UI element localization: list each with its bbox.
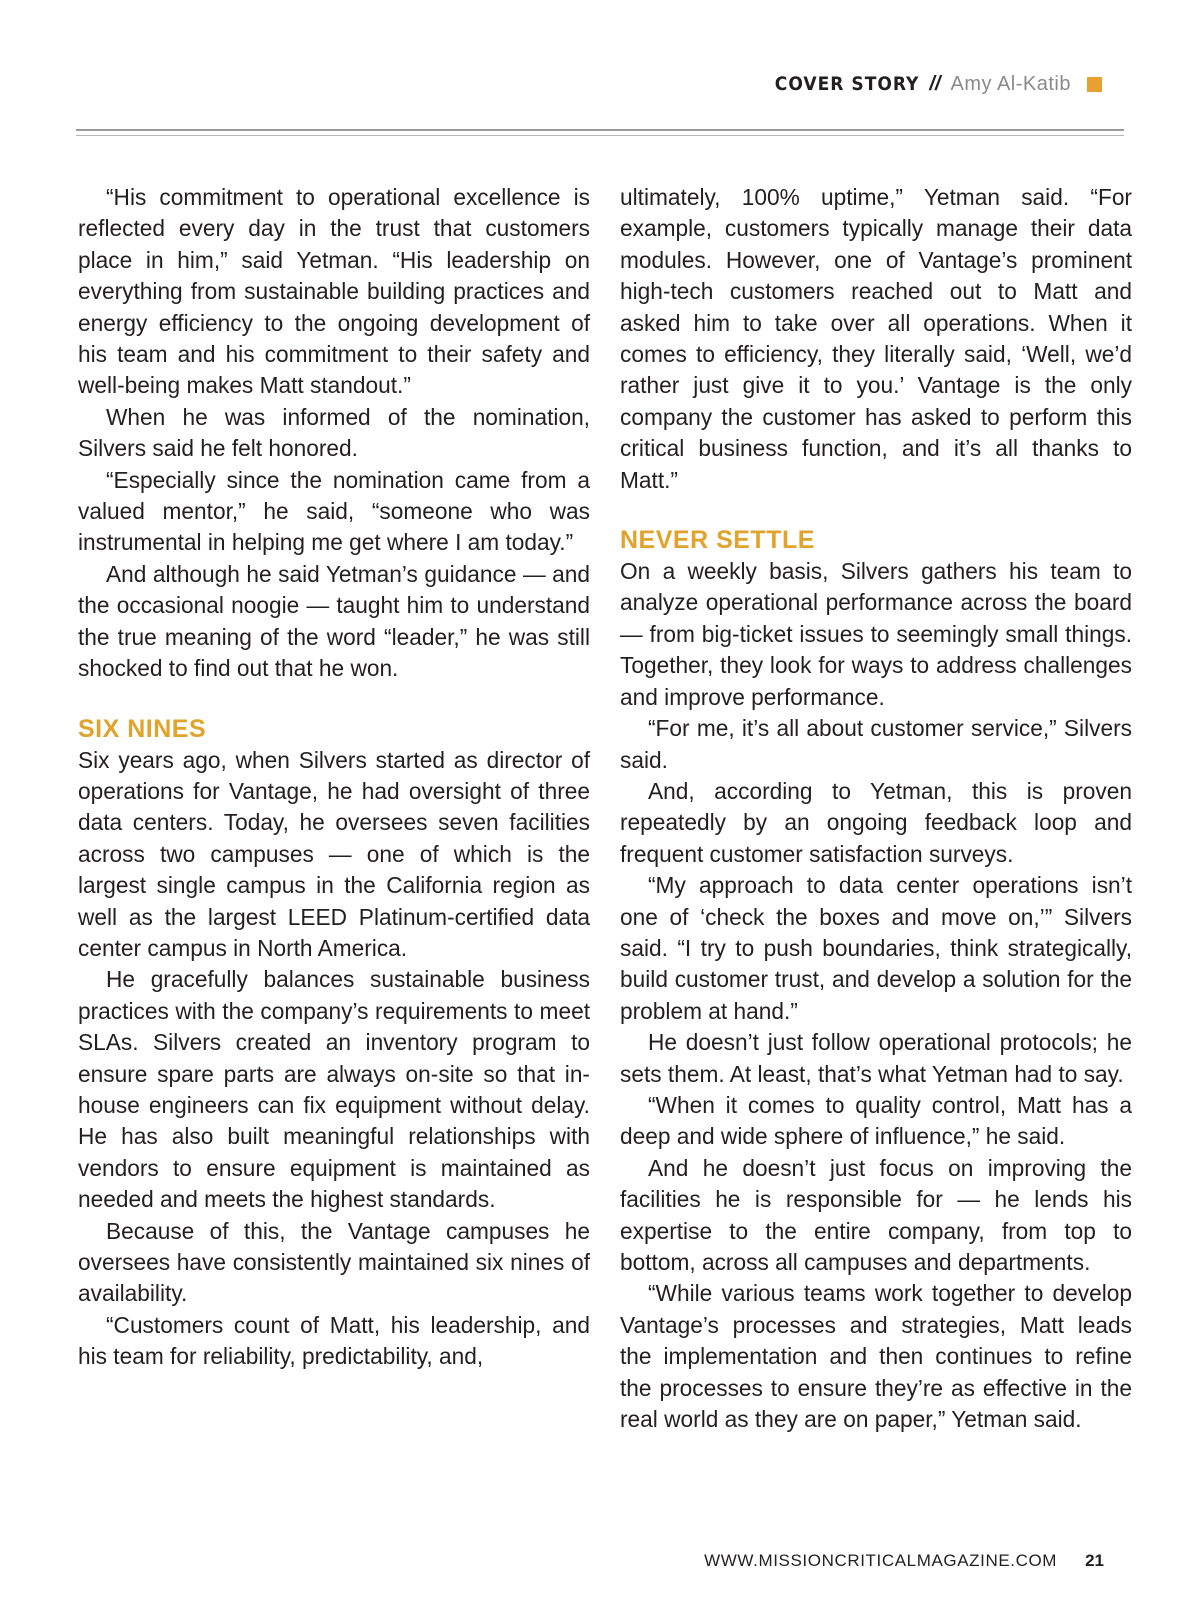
header-rule: [76, 129, 1124, 131]
accent-square-icon: [1087, 77, 1102, 92]
header-separator: //: [929, 72, 941, 95]
author-name: Amy Al-Katib: [950, 72, 1071, 95]
paragraph: “His commitment to operational excellence is reflected every day in the trust that customers place in him,” said Yetman. “His leadership on everything from sustainable building practices and energy efficiency to the ongoing development of his team and his commitment to their safety and well-being makes Matt standout.”: [78, 184, 590, 399]
paragraph: “Customers count of Matt, his leadership, and his team for reliability, predictability, and,: [78, 1311, 590, 1370]
page-number: 21: [1085, 1551, 1104, 1570]
website-url: WWW.MISSIONCRITICALMAGAZINE.COM: [704, 1551, 1058, 1570]
paragraph: And although he said Yetman’s guidance — and the occasional noogie — taught him to understand the true meaning of the word “leader,” he was still shocked to find out that he won.: [78, 560, 590, 682]
paragraph: Because of this, the Vantage campuses he oversees have consistently maintained six nines of availability.: [78, 1217, 590, 1307]
header-rule-secondary: [76, 135, 1124, 136]
paragraph: Six years ago, when Silvers started as director of operations for Vantage, he had oversight of three data centers. Today, he oversees seven facilities across two campuses — one of which is the largest single campus in the California region as well as the largest LEED Platinum-certified data center campus in North America.: [78, 746, 590, 961]
subheading-six-nines: SIX NINES: [78, 714, 207, 743]
paragraph: “My approach to data center operations isn’t one of ‘check the boxes and move on,’” Silvers said. “I try to push boundaries, think strategically, build customer trust, and develop a solution for the problem at hand.”: [620, 872, 1132, 1024]
paragraph: “While various teams work together to develop Vantage’s processes and strategies, Matt leads the implementation and then continues to refine the processes to ensure they’re as effective in the real world as they are on paper,” Yetman said.: [620, 1280, 1132, 1433]
paragraph: On a weekly basis, Silvers gathers his team to analyze operational performance across the board — from big-ticket issues to seemingly small things. Together, they look for ways to address challenges and improve performance.: [620, 558, 1132, 710]
subheading-never-settle: NEVER SETTLE: [620, 526, 815, 555]
paragraph: ultimately, 100% uptime,” Yetman said. “For example, customers typically manage their data modules. However, one of Vantage’s prominent high-tech customers reached out to Matt and asked him to take over all operations. When it comes to efficiency, they literally said, ‘Well, we’d rather just give it to you.’ Vantage is the only company the customer has asked to perform this critical business function, and it’s all thanks to Matt.”: [620, 184, 1132, 493]
running-header: [775, 68, 1102, 100]
paragraph: And he doesn’t just focus on improving the facilities he is responsible for — he lends his expertise to the entire company, from top to bottom, across all campuses and departments.: [620, 1154, 1132, 1275]
paragraph: He gracefully balances sustainable business practices with the company’s requirements to meet SLAs. Silvers created an inventory program to ensure spare parts are always on-site so that in-house engineers can fix equipment without delay. He has also built meaningful relationships with vendors to ensure equipment is maintained as needed and meets the highest standards.: [78, 966, 590, 1213]
right-column: [620, 182, 1132, 1435]
paragraph: “For me, it’s all about customer service,” Silvers said.: [620, 715, 1132, 773]
paragraph: “When it comes to quality control, Matt has a deep and wide sphere of influence,” he said.: [620, 1091, 1132, 1150]
paragraph: When he was informed of the nomination, Silvers said he felt honored.: [78, 403, 590, 462]
paragraph: And, according to Yetman, this is proven repeatedly by an ongoing feedback loop and frequent customer satisfaction surveys.: [620, 777, 1132, 867]
page-footer: [704, 1551, 1104, 1571]
left-column: [78, 182, 590, 1373]
section-label: COVER STORY: [774, 73, 920, 95]
paragraph: “Especially since the nomination came from a valued mentor,” he said, “someone who was instrumental in helping me get where I am today.”: [78, 466, 590, 556]
paragraph: He doesn’t just follow operational protocols; he sets them. At least, that’s what Yetman had to say.: [620, 1029, 1132, 1087]
